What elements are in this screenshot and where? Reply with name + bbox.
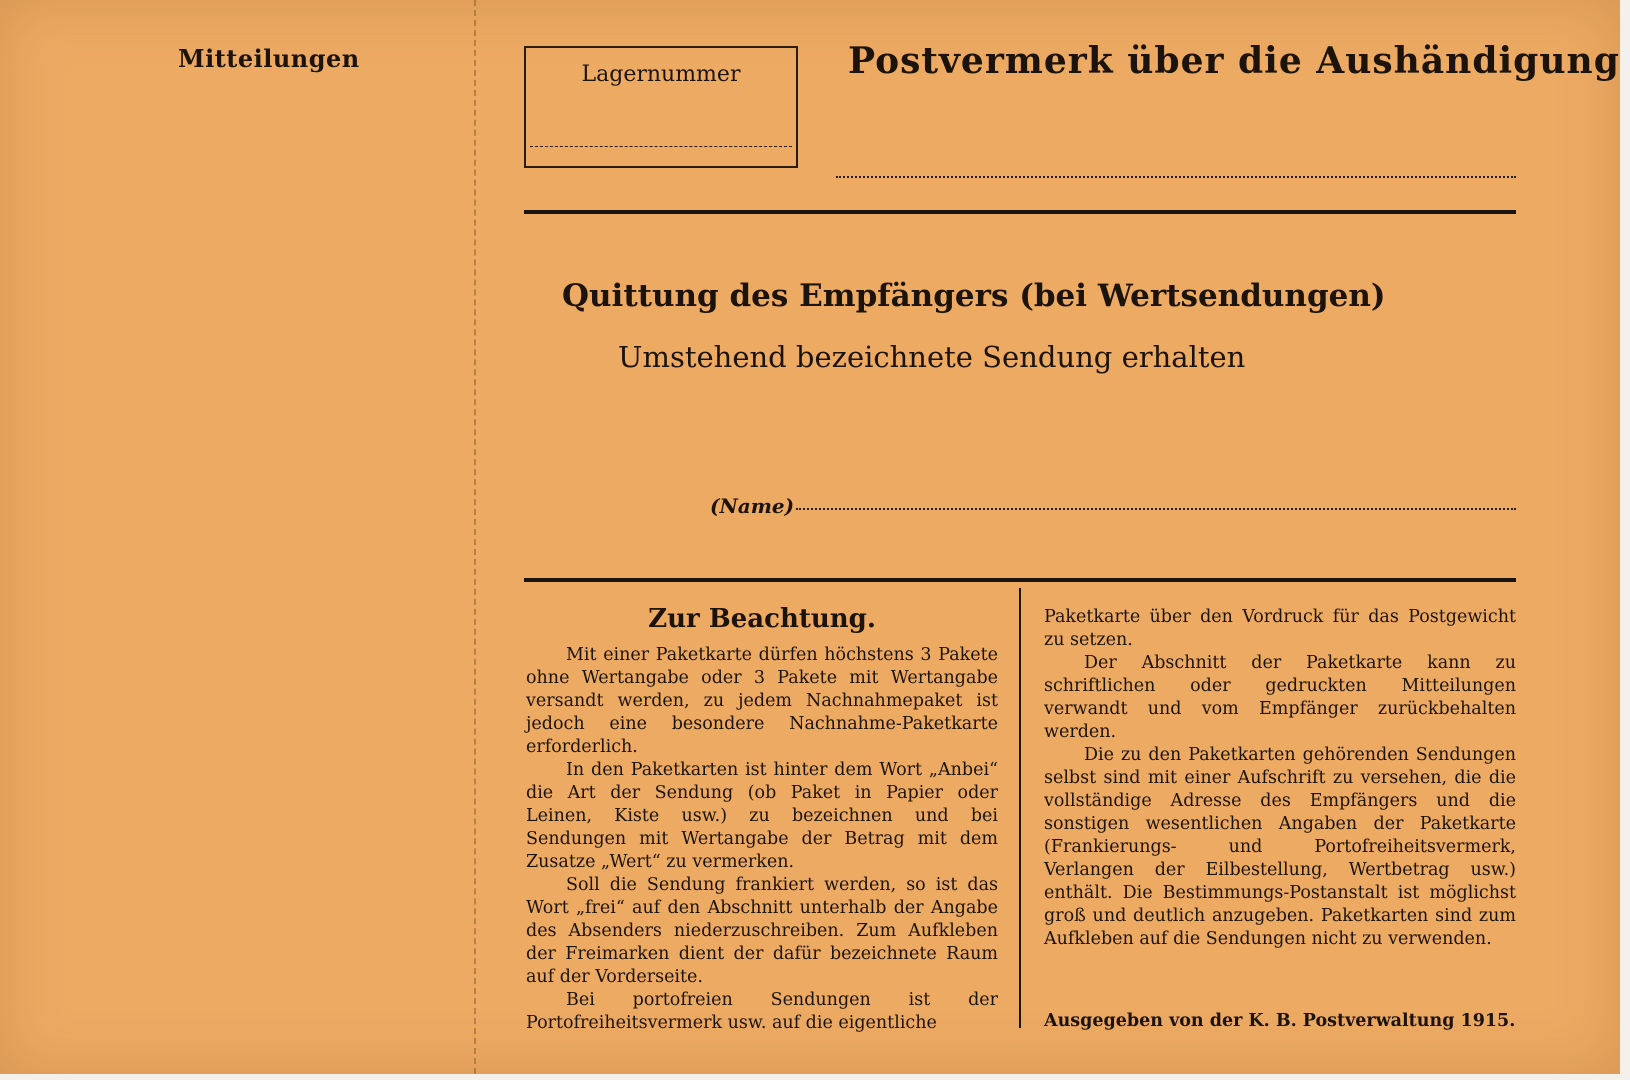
name-label: (Name)	[710, 494, 795, 518]
mitteilungen-label: Mitteilungen	[178, 44, 360, 73]
beachtung-paragraph: Bei portofreien Sendungen ist der Portofreiheitsvermerk usw. auf die eigentliche	[526, 990, 998, 1033]
beachtung-paragraph: In den Paketkarten ist hinter dem Wort „Anbei“ die Art der Sendung (ob Paket in Papier oder Leinen, Kiste usw.) zu bezeichnen und bei Sendungen mit Wertangabe der Betrag mit dem Zusatze „Wert“ zu vermerken.	[526, 760, 998, 872]
beachtung-paragraph: Mit einer Paketkarte dürfen höchstens 3 Pakete ohne Wertangabe oder 3 Pakete mit Wertangabe versandt werden, zu jedem Nachnahmepaket ist jedoch eine besondere Nachnahme-Paketkarte erforderlich.	[526, 645, 998, 757]
beachtung-right-column	[1044, 606, 1516, 951]
postvermerk-heading: Postvermerk über die Aushändigung	[848, 40, 1620, 82]
postvermerk-entry-line	[836, 176, 1516, 178]
quittung-heading: Quittung des Empfängers (bei Wertsendungen)	[562, 278, 1386, 314]
lagernummer-label: Lagernummer	[581, 62, 741, 87]
beachtung-heading: Zur Beachtung.	[648, 604, 876, 634]
lower-divider	[524, 578, 1516, 582]
perforation-line	[474, 0, 476, 1074]
beachtung-paragraph: Soll die Sendung frankiert werden, so ist das Wort „frei“ auf den Abschnitt unterhalb der Angabe des Absenders niederzuschreiben. Zum Aufkleben der Freimarken dient der dafür bezeichnete Raum auf der Vorderseite.	[526, 875, 998, 987]
upper-divider	[524, 210, 1516, 214]
name-signature-line	[796, 508, 1516, 510]
beachtung-paragraph: Paketkarte über den Vordruck für das Postgewicht zu setzen.	[1044, 607, 1516, 650]
beachtung-left-column	[526, 644, 998, 1035]
lagernummer-box	[524, 46, 798, 168]
beachtung-paragraph: Der Abschnitt der Paketkarte kann zu schriftlichen oder gedruckten Mitteilungen verwandt und vom Empfänger zurückbehalten werden.	[1044, 653, 1516, 742]
column-separator	[1019, 588, 1021, 1028]
beachtung-paragraph: Die zu den Paketkarten gehörenden Sendungen selbst sind mit einer Aufschrift zu versehen, die die vollständige Adresse des Empfängers und die sonstigen wesentlichen Angaben der Paketkarte (Frankierungs- und Portofreiheitsvermerk, Verlangen der Eilbestellung, Wertbetrag usw.) enthält. Die Bestimmungs-Postanstalt ist möglichst groß und deutlich anzugeben. Paketkarten sind zum Aufkleben auf die Sendungen nicht zu verwenden.	[1044, 745, 1516, 949]
lagernummer-entry-line	[530, 146, 792, 147]
issuer-footer: Ausgegeben von der K. B. Postverwaltung 1915.	[1044, 1011, 1516, 1031]
quittung-subheading: Umstehend bezeichnete Sendung erhalten	[618, 340, 1246, 374]
